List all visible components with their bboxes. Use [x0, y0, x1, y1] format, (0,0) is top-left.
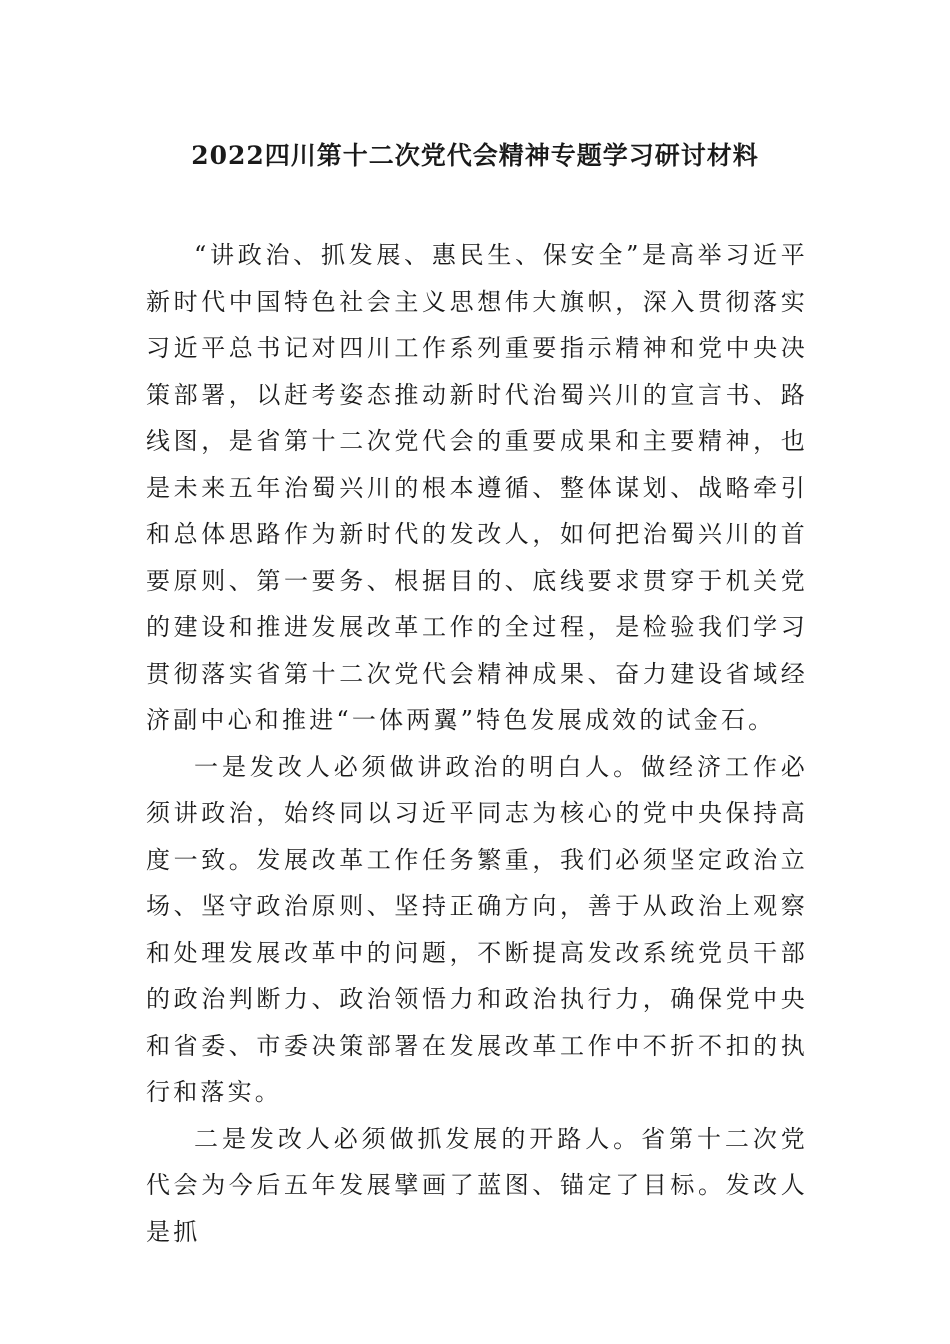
document-title: 2022四川第十二次党代会精神专题学习研讨材料	[191, 141, 759, 170]
paragraph-point-one: 一是发改人必须做讲政治的明白人。做经济工作必须讲政治，始终同以习近平同志为核心的党中央保持高度一致。发展改革工作任务繁重，我们必须坚定政治立场、坚守政治原则、坚持正确方向，善于从政治上观察和处理发展改革中的问题，不断提高发改系统党员干部的政治判断力、政治领悟力和政治执行力，确保党中央和省委、市委决策部署在发展改革工作中不折不扣的执行和落实。	[146, 752, 808, 1106]
document-body	[146, 232, 808, 1255]
paragraph-point-two: 二是发改人必须做抓发展的开路人。省第十二次党代会为今后五年发展擘画了蓝图、锚定了目标。发改人是抓	[146, 1124, 808, 1246]
paragraph-intro: “讲政治、抓发展、惠民生、保安全”是高举习近平新时代中国特色社会主义思想伟大旗帜，深入贯彻落实习近平总书记对四川工作系列重要指示精神和党中央决策部署，以赶考姿态推动新时代治蜀兴川的宣言书、路线图，是省第十二次党代会的重要成果和主要精神，也是未来五年治蜀兴川的根本遵循、整体谋划、战略牵引和总体思路作为新时代的发改人，如何把治蜀兴川的首要原则、第一要务、根据目的、底线要求贯穿于机关党的建设和推进发展改革工作的全过程，是检验我们学习贯彻落实省第十二次党代会精神成果、奋力建设省域经济副中心和推进“一体两翼”特色发展成效的试金石。	[146, 241, 808, 734]
